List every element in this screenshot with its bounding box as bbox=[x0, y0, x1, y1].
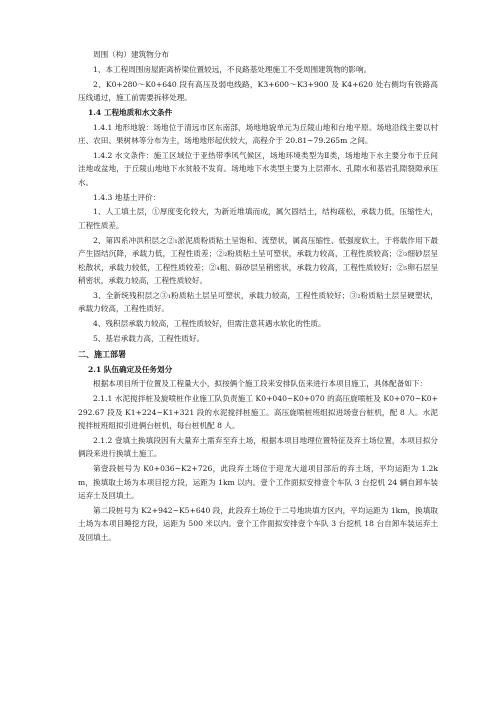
paragraph-first-section: 第壹段桩号为 K0+036~K2+726，此段弃土场位于迎龙大道项目部后的弃土场，平均运距为 1.2km，换填取土场为本项目挖方段，运距为 1km 以内。壹个工作面拟安排壹个车队 3 台挖机 24 辆自卸车装运弃土及回填土。 bbox=[78, 464, 438, 501]
paragraph-team-intro: 根据本项目所于位置及工程量大小，拟按俩个施工段来安排队伍来进行本项目施工，具体配备如下： bbox=[93, 379, 428, 389]
section-heading-deployment: 二、施工部署 bbox=[78, 348, 126, 359]
section-heading-geology: 1.4 工程地质和水文条件 bbox=[88, 108, 173, 118]
paragraph-surroundings-1: 1、本工程周围房屋距离桥梁位置较远，不良路基处理施工不受周围建筑物的影响。 bbox=[93, 64, 372, 74]
paragraph-terrain: 1.4.1 地形地貌：场地位于清远市区东南部，场地地貌单元为丘陵山地和台地平原。场地沿线主要以村庄、农田、果树林等分布为主，场地地形起伏较大，高程介于 20.81~79.265m 之间。 bbox=[78, 122, 438, 145]
paragraph-surroundings-heading: 周围（构）建筑物分布 bbox=[93, 50, 169, 59]
paragraph-surroundings-2: 2、K0+280～K0+640 段有高压及弱电线路，K3+600～K3+900 及 K4+620 处右侧均有铁路高压线通过，施工前需要拆移处理。 bbox=[78, 79, 438, 103]
paragraph-soil-evaluation-heading: 1.4.3 地基土评价： bbox=[93, 192, 161, 202]
paragraph-hydrology: 1.4.2 水文条件：施工区域位于亚热带季风气候区，场地环境类型为Ⅱ类，场地地下水主要分布于丘间洼地或盆地，于丘陵山地地下水贫般不发育。场地地下水类型主要为上层滞水、孔隙水和基岩孔隙裂隙承压水。 bbox=[78, 150, 438, 187]
paragraph-soil-3: 3、全新统残积层之③₁粉质粘土层呈可塑状，承载力较高，工程性质较好；③₂粉质粘土层呈硬塑状，承载力较高，工程性质好。 bbox=[78, 290, 438, 314]
section-heading-team-division: 2.1 队伍确定及任务划分 bbox=[88, 364, 173, 374]
paragraph-fill-section: 2.1.2 壹填土换填段因有大量弃土需弃至弃土场，根据本项目地理位置特征及弃土场位置，本项目拟分俩段来进行换填土施工。 bbox=[78, 435, 438, 459]
paragraph-soil-4: 4、残积层承载力较高，工程性质较好，但需注意其遇水软化的性质。 bbox=[93, 319, 326, 329]
document-page bbox=[78, 48, 438, 546]
paragraph-second-section: 第二段桩号为 K2+942~K5+640 段，此段弃土场位于二号地块填方区内，平均运距为 1km，换填取土场为本项目睡挖方段，运距为 500 米以内。壹个工作面拟安排壹个车队 3 台挖机 18 台自卸车装运弃土及回填土。 bbox=[78, 506, 438, 542]
paragraph-soil-5: 5、基岩承载力高，工程性质好。 bbox=[93, 334, 205, 344]
paragraph-soil-2: 2、第四系冲洪积层之②₁淤泥质粉质粘土呈饱和、流塑状，属高压缩性、低强度软土，于将载作用下最产生固结沉降，承载力低，工程性质差；②₂粉质粘土呈可塑状，承载力较高，工程性质较高；②₃细砂层呈松散状，承载力较低，工程性质较差；②₄粗、砾砂层呈稍密状，承载力较高，工程性质较好；②₅卵石层呈稍密状，承载力较高，工程性质较好。 bbox=[78, 235, 438, 285]
paragraph-soil-1: 1、人工填土层，①厚度变化较大，为新近堆填而成，属欠固结土，结构疏松，承载力低，压缩性大，工程性质差。 bbox=[78, 207, 438, 230]
paragraph-pile-team: 2.1.1 水泥搅拌桩及旋喷桩作业施工队负责施工 K0+040~K0+070 的高压旋喷桩及 K0+070~K0+292.67 段及 K1+224~K1+321 段的水泥搅拌桩施工。高压旋喷桩班组拟进场壹台桩机，配 8 人。水泥搅拌桩班组拟引进俩台桩机，每台桩机配 8 人。 bbox=[78, 394, 438, 431]
